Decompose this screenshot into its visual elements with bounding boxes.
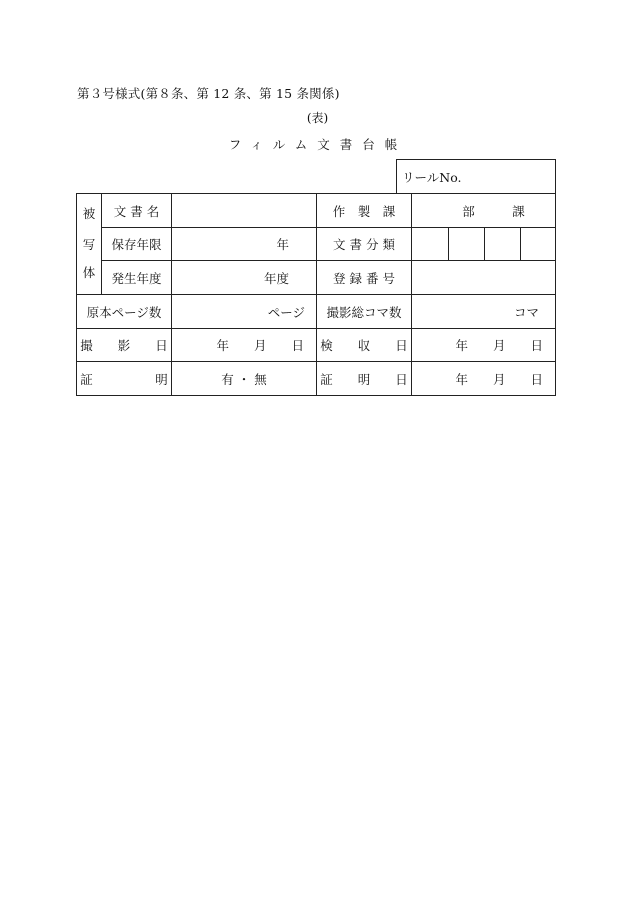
document-classification-label: 文 書 分 類 bbox=[333, 237, 395, 252]
document-name-label: 文 書 名 bbox=[113, 203, 160, 219]
origin-year-label: 発生年度 bbox=[111, 270, 162, 286]
table-right-border bbox=[555, 193, 556, 396]
registration-number-label: 登 録 番 号 bbox=[333, 270, 395, 286]
producing-section-value: 部 課 bbox=[462, 203, 525, 219]
ledger-title: フィルム文書台帳 bbox=[228, 137, 408, 152]
subject-label-char-2: 写 bbox=[82, 236, 96, 252]
original-page-count-label: 原本ページ数 bbox=[86, 304, 162, 320]
inspection-date-label: 検 収 日 bbox=[320, 338, 408, 353]
classification-divider-3 bbox=[520, 227, 521, 261]
certification-value: 有 ・ 無 bbox=[221, 371, 267, 387]
filming-date-label: 撮 影 日 bbox=[80, 338, 168, 353]
registration-number-value bbox=[412, 261, 552, 294]
retention-period-label: 保存年限 bbox=[111, 237, 162, 252]
classification-divider-1 bbox=[448, 227, 449, 261]
retention-period-value: 年 bbox=[276, 237, 289, 252]
total-frames-label: 撮影総コマ数 bbox=[326, 304, 402, 320]
subject-label-char-1: 被 bbox=[82, 205, 96, 221]
total-frames-value: コマ bbox=[513, 304, 539, 320]
form-side-label: (表) bbox=[306, 111, 329, 125]
filming-date-value: 年 月 日 bbox=[216, 338, 304, 353]
origin-year-value: 年度 bbox=[263, 270, 289, 286]
original-page-count-value: ページ bbox=[267, 304, 305, 320]
reel-box-left-border bbox=[396, 159, 397, 194]
certification-label: 証 明 bbox=[80, 371, 168, 387]
inspection-date-value: 年 月 日 bbox=[455, 338, 543, 353]
classification-divider-2 bbox=[484, 227, 485, 261]
subject-label-char-3: 体 bbox=[82, 264, 96, 280]
reel-box-right-border bbox=[555, 159, 556, 194]
certification-date-label: 証 明 日 bbox=[320, 371, 408, 387]
certification-date-value: 年 月 日 bbox=[455, 371, 543, 387]
form-number: 第３号様式(第８条、第 12 条、第 15 条関係) bbox=[77, 86, 340, 101]
document-name-value bbox=[172, 194, 304, 227]
producing-section-label: 作 製 課 bbox=[332, 203, 396, 219]
reel-number-label: リールNo. bbox=[402, 169, 462, 185]
